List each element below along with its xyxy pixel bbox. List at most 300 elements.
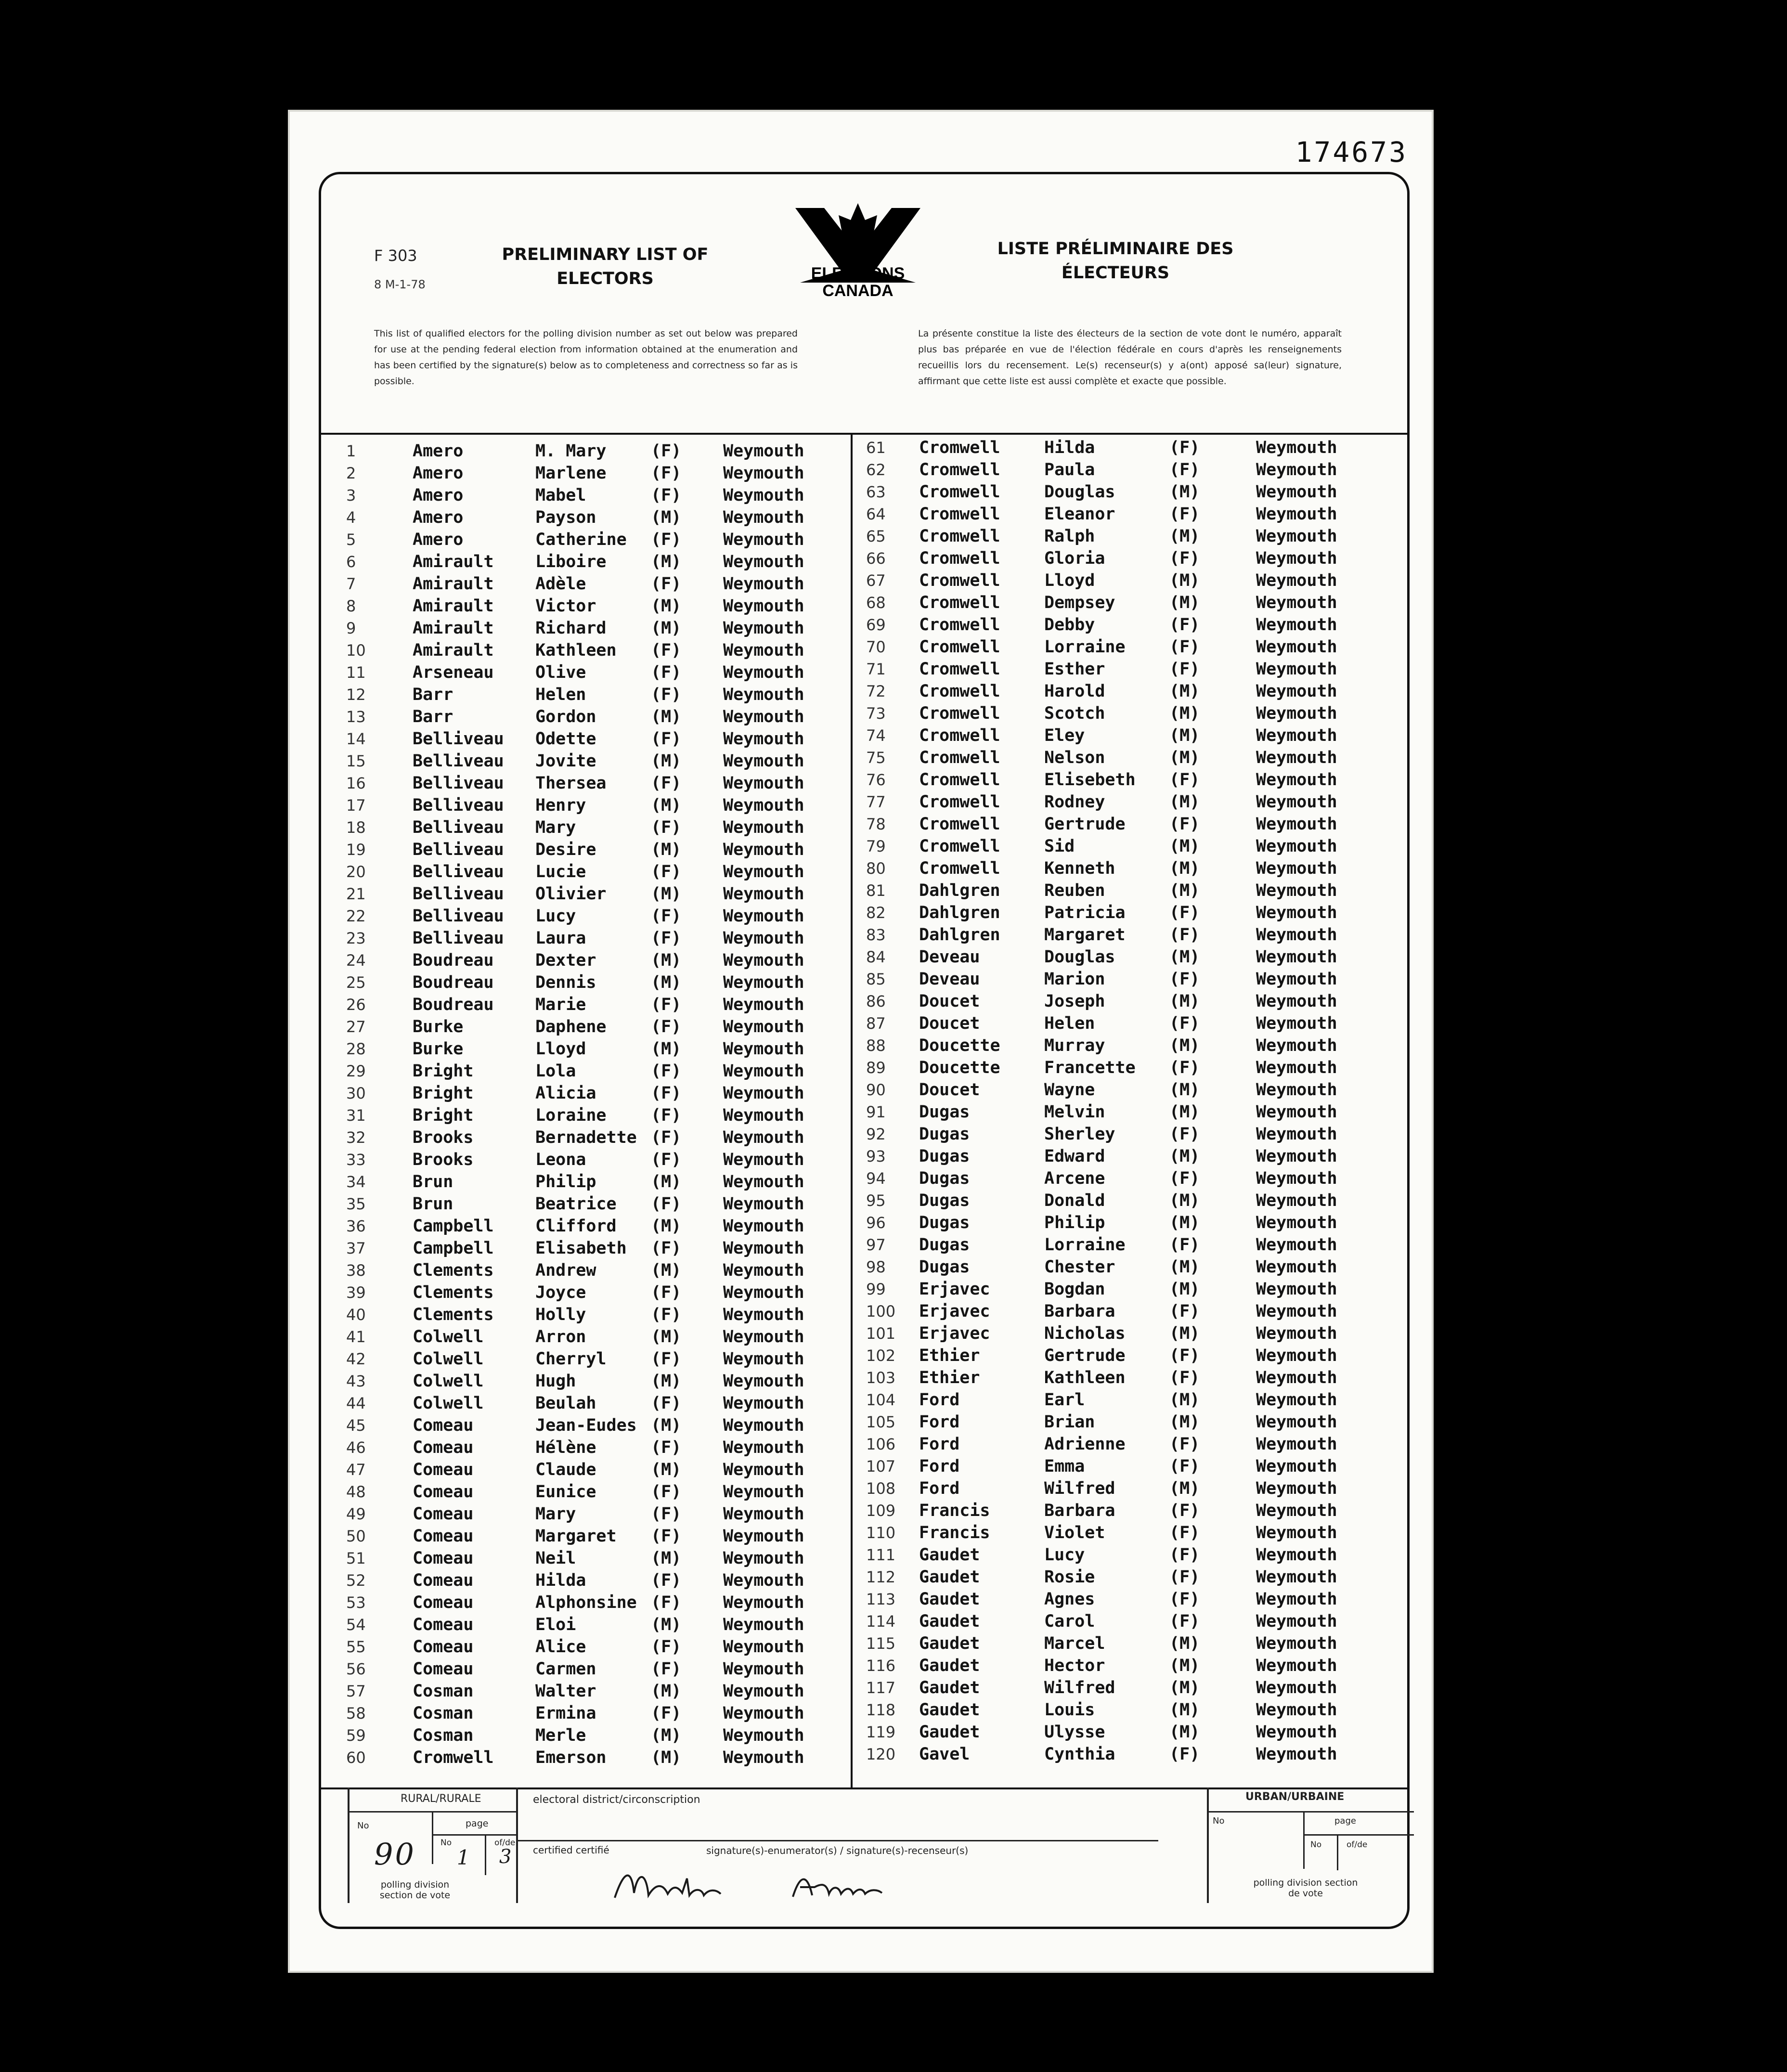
elector-row [861,835,1400,857]
elector-residence: Weymouth [723,1593,804,1612]
elector-given-name: Olivier [535,884,607,904]
elector-residence: Weymouth [723,486,804,505]
elector-row [340,529,846,551]
title-french: LISTE PRÉLIMINAIRE DES ÉLECTEURS [997,239,1234,283]
elector-residence: Weymouth [723,729,804,749]
elector-residence: Weymouth [1256,1523,1337,1542]
elector-residence: Weymouth [1256,1191,1337,1210]
elector-number: 84 [866,948,886,966]
elector-surname: Brun [413,1194,453,1214]
elector-surname: Cromwell [919,482,1000,502]
elector-given-name: Esther [1044,660,1105,679]
elector-given-name: Gordon [535,707,596,726]
elector-row [340,506,846,529]
elector-given-name: Ermina [535,1704,596,1723]
elector-surname: Gaudet [919,1567,980,1587]
elector-number: 115 [866,1634,896,1653]
elector-sex: (F) [1169,1457,1200,1476]
elector-row [340,1370,846,1392]
elector-surname: Dugas [919,1102,970,1122]
elector-sex: (F) [1169,660,1200,679]
elector-residence: Weymouth [1256,770,1337,790]
elector-sex: (F) [651,486,682,505]
elector-given-name: Lucy [535,906,576,926]
elector-given-name: Ralph [1044,527,1095,546]
elector-row [340,927,846,949]
elector-sex: (F) [651,1504,682,1524]
footer-box-line [1303,1811,1305,1869]
elector-residence: Weymouth [723,1017,804,1036]
header-divider [321,433,1407,435]
elector-sex: (M) [1169,1280,1200,1299]
elector-row [340,440,846,462]
elector-given-name: Clifford [535,1217,617,1236]
elector-given-name: Margaret [1044,925,1126,945]
elector-sex: (F) [651,1084,682,1103]
elector-given-name: Merle [535,1726,586,1745]
elector-number: 87 [866,1014,886,1033]
elector-sex: (F) [1169,1368,1200,1387]
elector-given-name: Daphene [535,1017,607,1036]
elector-surname: Gaudet [919,1612,980,1631]
elector-surname: Doucet [919,1014,980,1033]
elector-given-name: Arcene [1044,1169,1105,1188]
elector-given-name: Hélène [535,1438,596,1457]
elector-sex: (M) [651,619,682,638]
elector-given-name: Lorraine [1044,637,1126,657]
elector-surname: Brooks [413,1150,474,1169]
elector-residence: Weymouth [723,751,804,771]
elector-number: 13 [346,708,366,726]
elector-given-name: Joyce [535,1283,586,1302]
elector-row [861,459,1400,481]
elector-number: 22 [346,907,366,925]
elector-residence: Weymouth [1256,1435,1337,1454]
elector-number: 5 [346,531,356,549]
elector-number: 86 [866,992,886,1010]
elector-row [861,1256,1400,1278]
elector-row [340,1747,846,1769]
elector-row [861,857,1400,880]
elector-row [340,839,846,861]
elector-number: 33 [346,1151,366,1169]
elector-surname: Belliveau [413,929,504,948]
elector-surname: Cromwell [413,1748,494,1767]
elector-number: 16 [346,774,366,792]
elector-number: 24 [346,951,366,970]
elector-given-name: Gertrude [1044,1346,1126,1365]
elector-number: 85 [866,970,886,988]
elector-residence: Weymouth [723,1748,804,1767]
elector-sex: (M) [651,884,682,904]
elector-surname: Gaudet [919,1590,980,1609]
elector-row [340,484,846,506]
elector-surname: Amirault [413,619,494,638]
elector-surname: Cromwell [919,615,1000,635]
elector-number: 62 [866,461,886,479]
elector-given-name: Lola [535,1062,576,1081]
elector-given-name: Odette [535,729,596,749]
elector-residence: Weymouth [723,1615,804,1634]
elector-surname: Comeau [413,1504,474,1524]
elector-surname: Ford [919,1457,960,1476]
elector-residence: Weymouth [1256,837,1337,856]
elector-row [861,990,1400,1012]
elector-residence: Weymouth [723,951,804,970]
elector-surname: Campbell [413,1239,494,1258]
elector-sex: (M) [1169,571,1200,590]
elector-residence: Weymouth [1256,1213,1337,1232]
elector-given-name: Lorraine [1044,1235,1126,1255]
elector-given-name: Lloyd [1044,571,1095,590]
elector-surname: Amero [413,464,464,483]
elector-row [861,1610,1400,1632]
elector-given-name: Beatrice [535,1194,617,1214]
elector-number: 110 [866,1524,896,1542]
elector-residence: Weymouth [723,508,804,527]
elector-number: 63 [866,483,886,501]
elector-row [861,1057,1400,1079]
elector-residence: Weymouth [1256,970,1337,989]
elector-surname: Cromwell [919,460,1000,479]
polling-no-label: No [357,1821,369,1831]
elector-surname: Cromwell [919,748,1000,767]
elector-given-name: Paula [1044,460,1095,479]
elector-number: 93 [866,1147,886,1166]
elector-number: 89 [866,1059,886,1077]
elector-given-name: Marlene [535,464,607,483]
elector-sex: (M) [651,707,682,726]
footer-divider [321,1787,1407,1789]
page-of-value: 3 [499,1846,512,1868]
elector-row [340,1525,846,1547]
elector-residence: Weymouth [1256,460,1337,479]
elector-sex: (M) [651,1217,682,1236]
elector-residence: Weymouth [1256,1169,1337,1188]
elector-given-name: Helen [1044,1014,1095,1033]
elector-row [340,1636,846,1658]
elector-given-name: Douglas [1044,947,1115,967]
elector-surname: Arseneau [413,663,494,682]
elector-surname: Cromwell [919,527,1000,546]
elector-given-name: Murray [1044,1036,1105,1055]
elector-surname: Gaudet [919,1545,980,1565]
elector-number: 64 [866,505,886,523]
elector-given-name: Debby [1044,615,1095,635]
elector-sex: (M) [651,951,682,970]
elector-surname: Ethier [919,1368,980,1387]
elector-given-name: Jovite [535,751,596,771]
elector-number: 14 [346,730,366,748]
urban-page-label: page [1334,1816,1356,1826]
elector-given-name: Douglas [1044,482,1115,502]
elector-given-name: Alice [535,1637,586,1657]
page-no-label: No [440,1838,452,1848]
elector-surname: Cromwell [919,859,1000,878]
elector-number: 118 [866,1701,896,1719]
elector-residence: Weymouth [1256,881,1337,900]
elector-residence: Weymouth [723,1637,804,1657]
elector-surname: Dugas [919,1169,970,1188]
elector-sex: (F) [1169,615,1200,635]
elector-number: 98 [866,1258,886,1276]
elector-row [861,1566,1400,1588]
elector-sex: (F) [651,1062,682,1081]
elector-sex: (F) [651,906,682,926]
elector-residence: Weymouth [723,1172,804,1191]
elector-sex: (M) [1169,992,1200,1011]
elector-residence: Weymouth [1256,1479,1337,1498]
elector-number: 11 [346,663,366,682]
elector-number: 113 [866,1590,896,1608]
elector-given-name: Barbara [1044,1302,1115,1321]
elector-given-name: Scotch [1044,704,1105,723]
elector-number: 97 [866,1236,886,1254]
elector-given-name: Emerson [535,1748,607,1767]
elector-residence: Weymouth [1256,1545,1337,1565]
elector-row [340,1149,846,1171]
elector-row [861,791,1400,813]
elector-surname: Amirault [413,574,494,594]
elector-surname: Belliveau [413,862,504,881]
footer-box-line [1337,1834,1338,1870]
elector-sex: (M) [651,1261,682,1280]
elector-sex: (F) [651,1637,682,1657]
elector-given-name: Edward [1044,1147,1105,1166]
elector-surname: Bright [413,1084,474,1103]
elector-residence: Weymouth [723,619,804,638]
polling-division-label: polling division section de vote [379,1879,451,1901]
elector-row [861,813,1400,835]
elector-number: 52 [346,1571,366,1590]
elector-sex: (F) [1169,438,1200,457]
elector-given-name: Earl [1044,1390,1085,1410]
elector-sex: (F) [1169,1567,1200,1587]
elector-number: 49 [346,1505,366,1523]
elector-residence: Weymouth [723,1194,804,1214]
elector-given-name: Wilfred [1044,1678,1115,1697]
elector-residence: Weymouth [1256,1147,1337,1166]
elector-row [340,1215,846,1237]
elector-row [340,639,846,661]
elector-row [861,1632,1400,1655]
elector-row [861,481,1400,503]
elector-number: 65 [866,527,886,545]
elector-surname: Cromwell [919,637,1000,657]
elector-given-name: Carmen [535,1659,596,1679]
elector-sex: (M) [1169,704,1200,723]
elector-residence: Weymouth [723,1460,804,1479]
elector-number: 35 [346,1195,366,1213]
elector-row [340,883,846,905]
elector-residence: Weymouth [723,596,804,616]
elector-residence: Weymouth [1256,792,1337,812]
elector-number: 26 [346,996,366,1014]
elector-surname: Cromwell [919,792,1000,812]
elector-number: 12 [346,686,366,704]
elector-residence: Weymouth [723,1704,804,1723]
elector-row [861,658,1400,680]
elector-row [861,1743,1400,1765]
elector-number: 77 [866,793,886,811]
elector-number: 82 [866,904,886,922]
elector-sex: (F) [1169,1612,1200,1631]
elector-sex: (M) [651,1615,682,1634]
elector-given-name: Philip [1044,1213,1105,1232]
elector-number: 75 [866,749,886,767]
elector-number: 104 [866,1391,896,1409]
elector-residence: Weymouth [723,818,804,837]
elector-sex: (F) [651,774,682,793]
elector-surname: Cromwell [919,505,1000,524]
electoral-district-label: electoral district/circonscription [533,1794,700,1806]
elector-sex: (M) [651,552,682,571]
elector-residence: Weymouth [1256,1280,1337,1299]
elector-surname: Gavel [919,1745,970,1764]
elector-row [861,725,1400,747]
elector-surname: Ford [919,1479,960,1498]
title-english: PRELIMINARY LIST OF ELECTORS [502,245,709,288]
elector-sex: (F) [651,1106,682,1125]
elector-number: 105 [866,1413,896,1431]
elector-sex: (F) [651,1150,682,1169]
elector-given-name: Jean-Eudes [535,1416,637,1435]
elector-surname: Barr [413,707,453,726]
elector-surname: Gaudet [919,1700,980,1720]
elector-given-name: Violet [1044,1523,1105,1542]
elector-row [340,1392,846,1414]
elector-surname: Erjavec [919,1280,990,1299]
elector-row [340,617,846,639]
elector-given-name: Marcel [1044,1634,1105,1653]
elector-sex: (M) [1169,1257,1200,1277]
elector-surname: Ford [919,1412,960,1432]
elector-given-name: Harold [1044,682,1105,701]
elector-row [340,971,846,994]
elector-given-name: Eloi [535,1615,576,1634]
elector-residence: Weymouth [723,663,804,682]
elector-number: 103 [866,1369,896,1387]
elector-row [340,1060,846,1082]
elector-number: 43 [346,1372,366,1390]
elector-row [861,437,1400,459]
elector-sex: (F) [1169,549,1200,568]
elector-number: 78 [866,815,886,833]
elector-surname: Comeau [413,1659,474,1679]
elector-row [340,994,846,1016]
elector-residence: Weymouth [723,530,804,549]
elector-sex: (M) [1169,837,1200,856]
elector-number: 21 [346,885,366,903]
elector-row [861,702,1400,725]
elector-surname: Amero [413,441,464,461]
elector-sex: (F) [651,1527,682,1546]
elector-residence: Weymouth [1256,1745,1337,1764]
elector-number: 27 [346,1018,366,1036]
elector-surname: Amirault [413,641,494,660]
elector-given-name: Gloria [1044,549,1105,568]
elector-residence: Weymouth [1256,615,1337,635]
elector-residence: Weymouth [1256,815,1337,834]
elector-surname: Belliveau [413,751,504,771]
elector-number: 66 [866,549,886,568]
elector-row [340,1614,846,1636]
elector-given-name: Bernadette [535,1128,637,1147]
elector-row [861,769,1400,791]
elector-row [340,551,846,573]
elector-given-name: Wilfred [1044,1479,1115,1498]
elector-row [861,547,1400,570]
elector-given-name: Adrienne [1044,1435,1126,1454]
elector-residence: Weymouth [1256,482,1337,502]
elector-list-right [861,437,1400,1765]
elector-surname: Cromwell [919,660,1000,679]
elector-list-left [340,440,846,1769]
elector-row [340,1237,846,1259]
elector-sex: (F) [1169,1302,1200,1321]
elector-sex: (M) [1169,947,1200,967]
elector-row [861,1411,1400,1433]
elector-row [861,592,1400,614]
elector-residence: Weymouth [723,574,804,594]
elector-given-name: Brian [1044,1412,1095,1432]
elector-residence: Weymouth [1256,1612,1337,1631]
elector-residence: Weymouth [1256,1302,1337,1321]
elector-residence: Weymouth [1256,1634,1337,1653]
elector-sex: (F) [1169,903,1200,922]
elector-given-name: Nicholas [1044,1324,1126,1343]
elector-residence: Weymouth [723,707,804,726]
elector-surname: Cromwell [919,438,1000,457]
elector-number: 15 [346,752,366,770]
elector-number: 50 [346,1527,366,1545]
elector-residence: Weymouth [1256,549,1337,568]
elector-sex: (F) [651,1349,682,1369]
elector-residence: Weymouth [723,1504,804,1524]
elector-given-name: Sherley [1044,1125,1115,1144]
elector-residence: Weymouth [1256,1700,1337,1720]
elector-given-name: Elisebeth [1044,770,1136,790]
elector-sex: (M) [651,1460,682,1479]
elector-residence: Weymouth [723,1349,804,1369]
elector-surname: Amero [413,530,464,549]
elector-sex: (F) [1169,1346,1200,1365]
elector-given-name: Richard [535,619,607,638]
elector-residence: Weymouth [1256,1412,1337,1432]
elector-number: 91 [866,1103,886,1121]
elector-row [861,1455,1400,1477]
elector-residence: Weymouth [723,1438,804,1457]
elector-number: 42 [346,1350,366,1368]
elector-surname: Francis [919,1523,990,1542]
elector-surname: Cromwell [919,726,1000,745]
elector-surname: Cromwell [919,770,1000,790]
elector-row [861,1101,1400,1123]
elector-row [861,880,1400,902]
elector-sex: (M) [651,1372,682,1391]
elector-number: 55 [346,1638,366,1656]
elector-sex: (F) [651,641,682,660]
elector-given-name: Mary [535,818,576,837]
elector-given-name: Mary [535,1504,576,1524]
elector-number: 61 [866,439,886,457]
elector-surname: Ford [919,1435,960,1454]
elector-sex: (F) [1169,1014,1200,1033]
elector-surname: Colwell [413,1349,484,1369]
elector-surname: Comeau [413,1482,474,1502]
elector-given-name: Francette [1044,1058,1136,1077]
elector-given-name: Barbara [1044,1501,1115,1520]
